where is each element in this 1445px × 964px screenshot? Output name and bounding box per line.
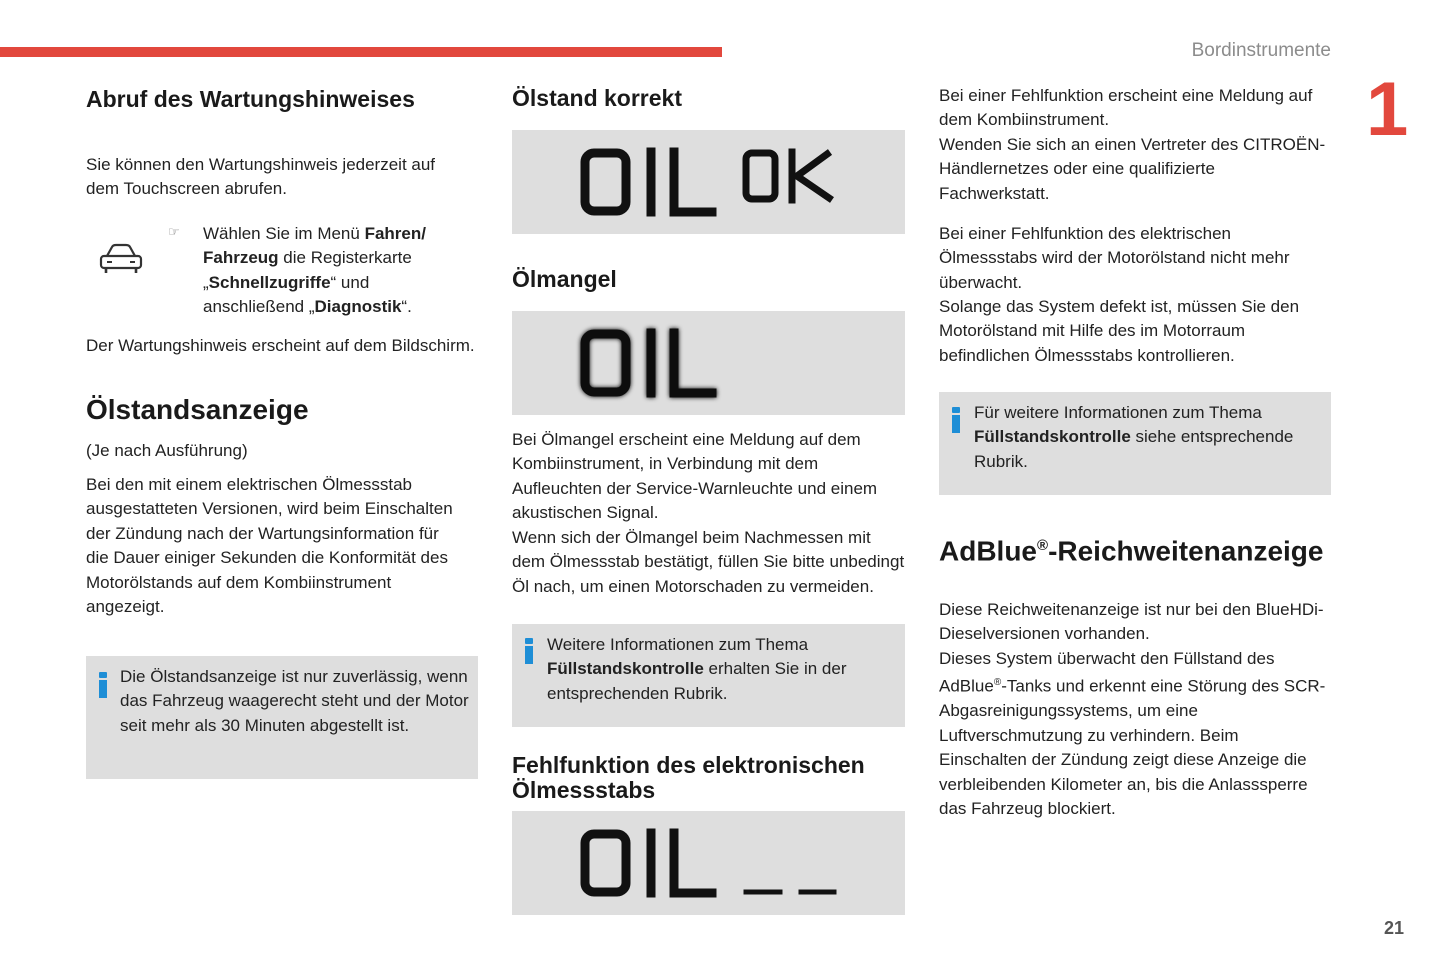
info-text: Die Ölstandsanzeige ist nur zuverlässig, wenn das Fahrzeug waagerecht steht und der Motor seit mehr als 30 Minuten abgestellt ist. <box>120 667 469 735</box>
info-text: Weitere Informationen zum Thema Füllstandskontrolle erhalten Sie in der entsprechenden Rubrik. <box>547 635 847 703</box>
paragraph-version: (Je nach Ausführung) <box>86 441 248 460</box>
info-text: Für weitere Informationen zum Thema Füllstandskontrolle siehe entsprechende Rubrik. <box>974 403 1294 471</box>
info-icon <box>525 638 533 664</box>
paragraph-adblue-2: Dieses System überwacht den Füllstand des AdBlue®-Tanks und erkennt eine Störung des SCR-Abgasreinigungssystems, um eine Luftverschmutzung zu verhindern. Beim Einschalten der Zündung zeigt diese Anzeige die verbleibenden Kilometer an, bis die Anlasssperre das Fahrzeug blockiert. <box>939 649 1326 819</box>
info-icon <box>952 407 960 433</box>
info-icon <box>99 672 107 698</box>
pointing-hand-icon: ☞ <box>168 224 180 239</box>
chapter-number: 1 <box>1366 67 1409 152</box>
paragraph-abruf: Sie können den Wartungshinweis jederzeit auf dem Touchscreen abrufen. <box>86 155 436 199</box>
paragraph-oelstand: Bei den mit einem elektrischen Ölmessstab ausgestatteten Versionen, wird beim Einschalten der Zündung nach der Wartungsinformation für die Dauer einiger Sekunden die Konformität des Motorölstands auf dem Kombiinstrument angezeigt. <box>86 475 453 617</box>
paragraph-fehlfunktion-2a: Bei einer Fehlfunktion des elektrischen Ölmessstabs wird der Motorölstand nicht mehr überwacht. <box>939 224 1290 292</box>
step-instruction: Wählen Sie im Menü Fahren/ Fahrzeug die Registerkarte „Schnellzugriffe“ und anschließend „Diagnostik“. <box>203 224 426 317</box>
heading-fehlfunktion: Fehlfunktion des elektronischen Ölmessstabs <box>512 752 865 803</box>
info-box-zuverlaessig <box>86 656 478 779</box>
paragraph-fehlfunktion-2b: Solange das System defekt ist, müssen Sie den Motorölstand mit Hilfe des im Motorraum befindlichen Ölmessstabs kontrollieren. <box>939 297 1300 365</box>
display-oil-ok <box>512 130 905 234</box>
heading-oelmangel: Ölmangel <box>512 266 617 292</box>
page-number: 21 <box>1383 918 1404 938</box>
info-box-fuellstand-2 <box>939 392 1331 495</box>
paragraph-fehlfunktion-1a: Bei einer Fehlfunktion erscheint eine Meldung auf dem Kombiinstrument. <box>939 86 1313 130</box>
info-box-fuellstand <box>512 624 905 727</box>
heading-oelstandsanzeige: Ölstandsanzeige <box>86 394 309 425</box>
display-oil-fehlfunktion <box>512 811 905 915</box>
heading-oelstand-korrekt: Ölstand korrekt <box>512 85 682 111</box>
paragraph-fehlfunktion-1b: Wenden Sie sich an einen Vertreter des CITROËN-Händlernetzes oder eine qualifizierte Fachwerkstatt. <box>939 135 1326 203</box>
car-icon <box>98 243 144 280</box>
section-title: Bordinstrumente <box>1191 40 1331 61</box>
heading-abruf: Abruf des Wartungshinweises <box>86 86 415 112</box>
paragraph-adblue-1: Diese Reichweitenanzeige ist nur bei den BlueHDi-Dieselversionen vorhanden. <box>939 600 1324 644</box>
header-accent-bar <box>0 47 722 57</box>
heading-adblue: AdBlue®-Reichweitenanzeige <box>939 535 1324 567</box>
paragraph-mangel-1: Bei Ölmangel erscheint eine Meldung auf dem Kombiinstrument, in Verbindung mit dem Aufleuchten der Service-Warnleuchte und einem akustischen Signal. <box>512 430 878 523</box>
paragraph-mangel-2: Wenn sich der Ölmangel beim Nachmessen mit dem Ölmessstab bestätigt, füllen Sie bitte unbedingt Öl nach, um einen Motorschaden zu vermeiden. <box>512 528 905 596</box>
paragraph-result: Der Wartungshinweis erscheint auf dem Bildschirm. <box>86 336 475 355</box>
display-oil-mangel <box>512 311 905 415</box>
